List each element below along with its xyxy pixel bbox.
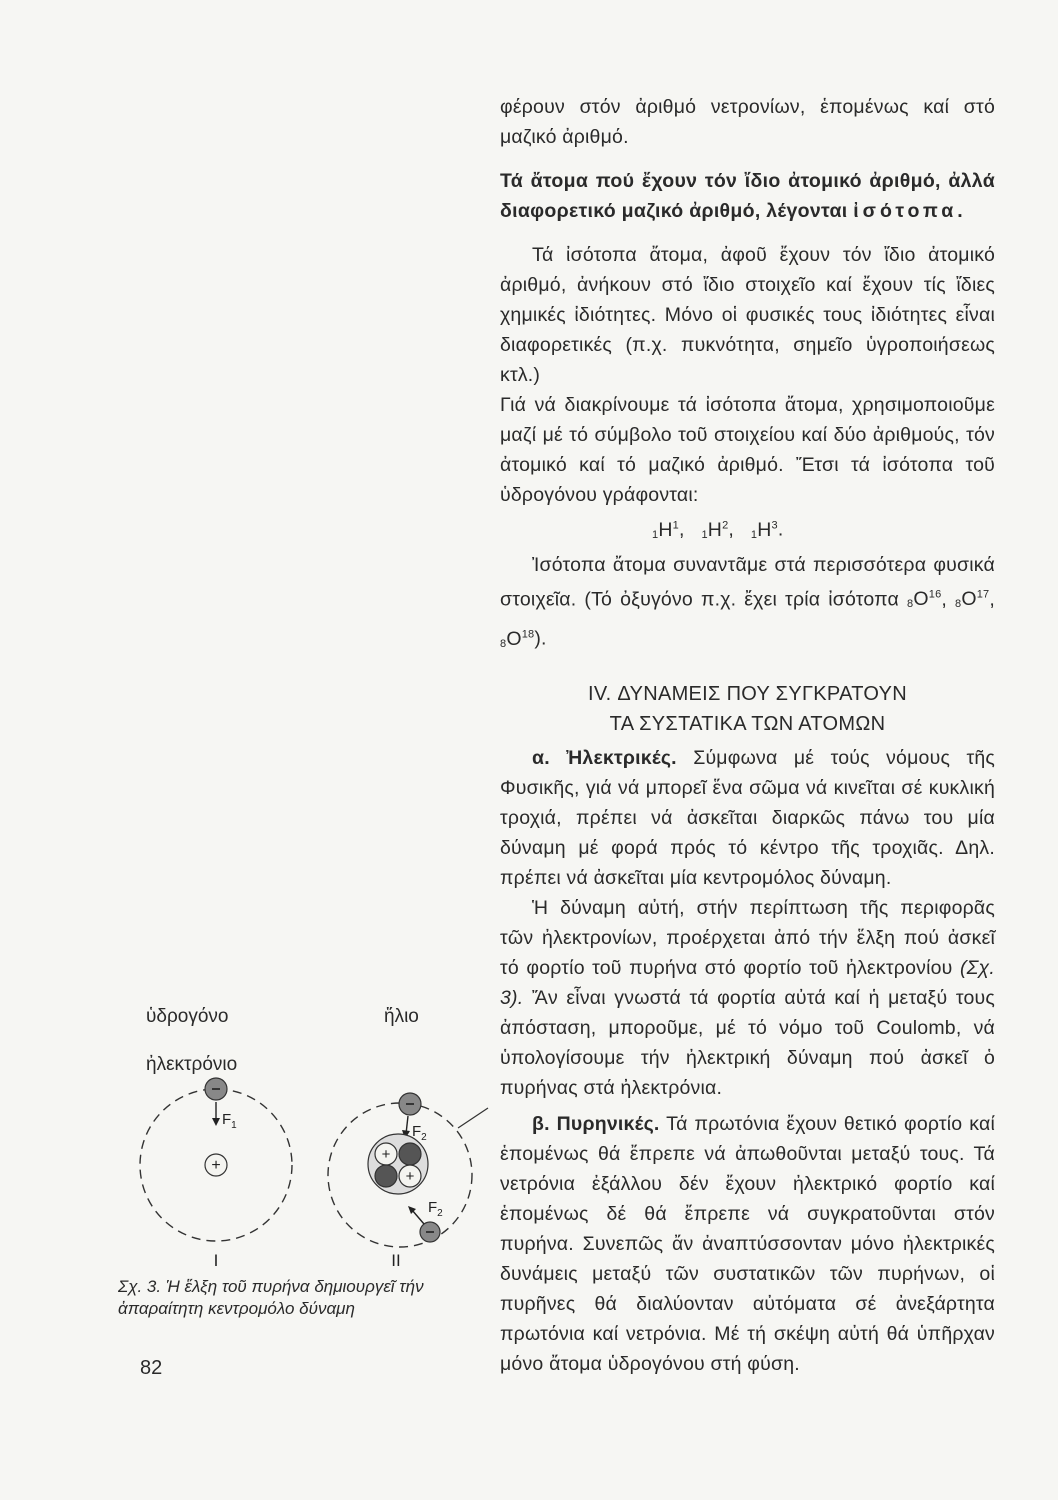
paragraph-electric-attraction: Ἡ δύναμη αὐτή, στήν περίπτωση τῆς περιφορᾶς τῶν ἠλεκτρονίων, προέρχεται ἀπό τήν ἕλξη πού ἀσκεῖ τό φορτίο τοῦ πυρήνα στό φορτίο τοῦ ἠλεκτρονίου (Σχ. 3). Ἄν εἶναι γνωστά τά φορτία αὐτά καί ἡ μεταξύ τους ἀπόσταση, μποροῦμε, μέ τό νόμο τοῦ Coulomb, νά ὑπολογίσουμε τήν ἠλεκτρική δύναμη πού ἀσκεῖ ὁ πυρήνας στά ἠλεκτρόνια. — [500, 896, 995, 1099]
electric-label: α. Ἠλεκτρικές. — [532, 746, 677, 769]
definition-term: ἰσότοπα. — [853, 200, 967, 222]
force-label-f2-bottom: $F_2$ — [428, 1199, 443, 1219]
section-title-line2: ΤΑ ΣΥΣΤΑΤΙΚΑ ΤΩΝ ΑΤΟΜΩΝ — [609, 712, 886, 735]
page-number: 82 — [140, 1357, 163, 1379]
paragraph-electric-forces: α. Ἠλεκτρικές. Σύμφωνα μέ τούς νόμους τῆς Φυσικῆς, γιά νά μπορεῖ ἕνα σῶμα νά κινεῖται σέ κυκλική τροχιά, πρέπει νά ἀσκεῖται διαρκῶς πάνω του μία δύναμη μέ φορά πρός τό κέντρο τῆς τροχιᾶς. Δηλ. πρέπει νά ἀσκεῖται μία κεντρομόλος δύναμη. — [500, 746, 995, 889]
figure-reference: (Σχ. 3). — [500, 956, 995, 1009]
svg-text:+: + — [405, 1168, 415, 1185]
label-hydrogen: ὑδρογόνο — [146, 1006, 229, 1027]
hydrogen-isotopes: $1H^1$, $1H^2$, $1H^3$. — [652, 518, 784, 541]
helium-neutron-2 — [375, 1165, 397, 1187]
figure-caption — [118, 1276, 488, 1320]
text-column — [500, 92, 995, 1379]
helium-nucleus — [368, 1134, 428, 1194]
proton-plus-symbol: + — [211, 1157, 221, 1174]
force-arrow-f2-bottom — [412, 1210, 424, 1224]
definition-text: Τά ἄτομα πού ἔχουν τόν ἴδιο ἀτομικό ἀριθμό, ἀλλά διαφορετικό μαζικό ἀριθμό, λέγονται — [500, 170, 995, 222]
paragraph-natural-isotopes: Ἰσότοπα ἄτομα συναντᾶμε στά περισσότερα φυσικά στοιχεῖα. (Τό ὀξυγόνο π.χ. ἔχει τρία ἰσότοπα $8O^{16}$, $8O^{17}$, $8O^{18}$). — [500, 553, 995, 650]
section-title-line1: IV. ΔΥΝΑΜΕΙΣ ΠΟΥ ΣΥΓΚΡΑΤΟΥΝ — [588, 682, 907, 705]
isotope-h1: $1H^1$ — [652, 518, 679, 541]
isotope-o17: $8O^{17}$ — [955, 588, 990, 610]
force-label-f1: $F_1$ — [222, 1111, 237, 1131]
section-heading — [500, 679, 995, 739]
label-electron: ἠλεκτρόνιο — [146, 1054, 238, 1075]
isotope-definition — [500, 166, 995, 226]
isotope-o16: $8O^{16}$ — [907, 588, 942, 610]
paragraph-isotope-properties: Τά ἰσότοπα ἄτομα, ἀφοῦ ἔχουν τόν ἴδιο ἀτομικό ἀριθμό, ἀνήκουν στό ἴδιο στοιχεῖο καί ἔχουν τίς ἴδιες χημικές ἰδιότητες. Μόνο οἱ φυσικές τους ἰδιότητες εἶναι διαφορετικές (π.χ. πυκνότητα, σημεῖο ὑγροποιήσεως κτλ.) — [500, 244, 995, 386]
diagram-label-1: I — [213, 1251, 219, 1270]
paragraph-isotope-notation: Γιά νά διακρίνουμε τά ἰσότοπα ἄτομα, χρησιμοποιοῦμε μαζί μέ τό σύμβολο τοῦ στοιχείου καί δύο ἀριθμούς, τόν ἀτομικό καί τό μαζικό ἀριθμό. Ἔτσι τά ἰσότοπα τοῦ ὑδρογόνου γράφονται: — [500, 394, 995, 506]
diagram-label-2: II — [391, 1251, 401, 1270]
paragraph-nuclear-forces: β. Πυρηνικές. Τά πρωτόνια ἔχουν θετικό φορτίο καί ἑπομένως θά ἔπρεπε νά ἀπωθοῦνται μεταξύ τους. Τά νετρόνια ἐξάλλου δέν ἔχουν ἠλεκτρικό φορτίο καί ἑπομένως δέ θά ἔπρεπε νά συγκρατοῦνται στόν πυρήνα. Συνεπῶς ἄν ἀναπτύσσονταν μόνο ἠλεκτρικές δυνάμεις μεταξύ τῶν συστατικῶν τῶν πυρήνων, οἱ πυρῆνες θά διαλύονταν αὐτόματα σέ ἀνεξάρτητα πρωτόνια καί νετρόνια. Μέ τή σκέψη αὐτή θά ὑπῆρχαν μόνο ἄτομα ὑδρογόνου στή φύση. — [500, 1112, 995, 1375]
label-helium: ἥλιο — [384, 1006, 419, 1027]
force-label-f2-top: $F_2$ — [412, 1123, 427, 1143]
helium-neutron-1 — [399, 1143, 421, 1165]
svg-text:+: + — [381, 1146, 391, 1163]
isotope-h3: $1H^3$ — [750, 518, 778, 541]
paragraph-intro: φέρουν στόν ἀριθμό νετρονίων, ἑπομένως καί στό μαζικό ἀριθμό. — [500, 96, 995, 148]
leader-line — [458, 1108, 488, 1128]
isotope-o18: $8O^{18}$ — [500, 627, 535, 650]
nuclear-label: β. Πυρηνικές. — [532, 1112, 660, 1135]
caption-text: Ἡ ἕλξη τοῦ πυρήνα δημιουργεῖ τήν ἀπαραίτητη κεντρομόλο δύναμη — [118, 1277, 424, 1318]
isotope-h2: $1H^2$ — [701, 518, 729, 541]
caption-prefix: Σχ. 3. — [118, 1277, 162, 1296]
